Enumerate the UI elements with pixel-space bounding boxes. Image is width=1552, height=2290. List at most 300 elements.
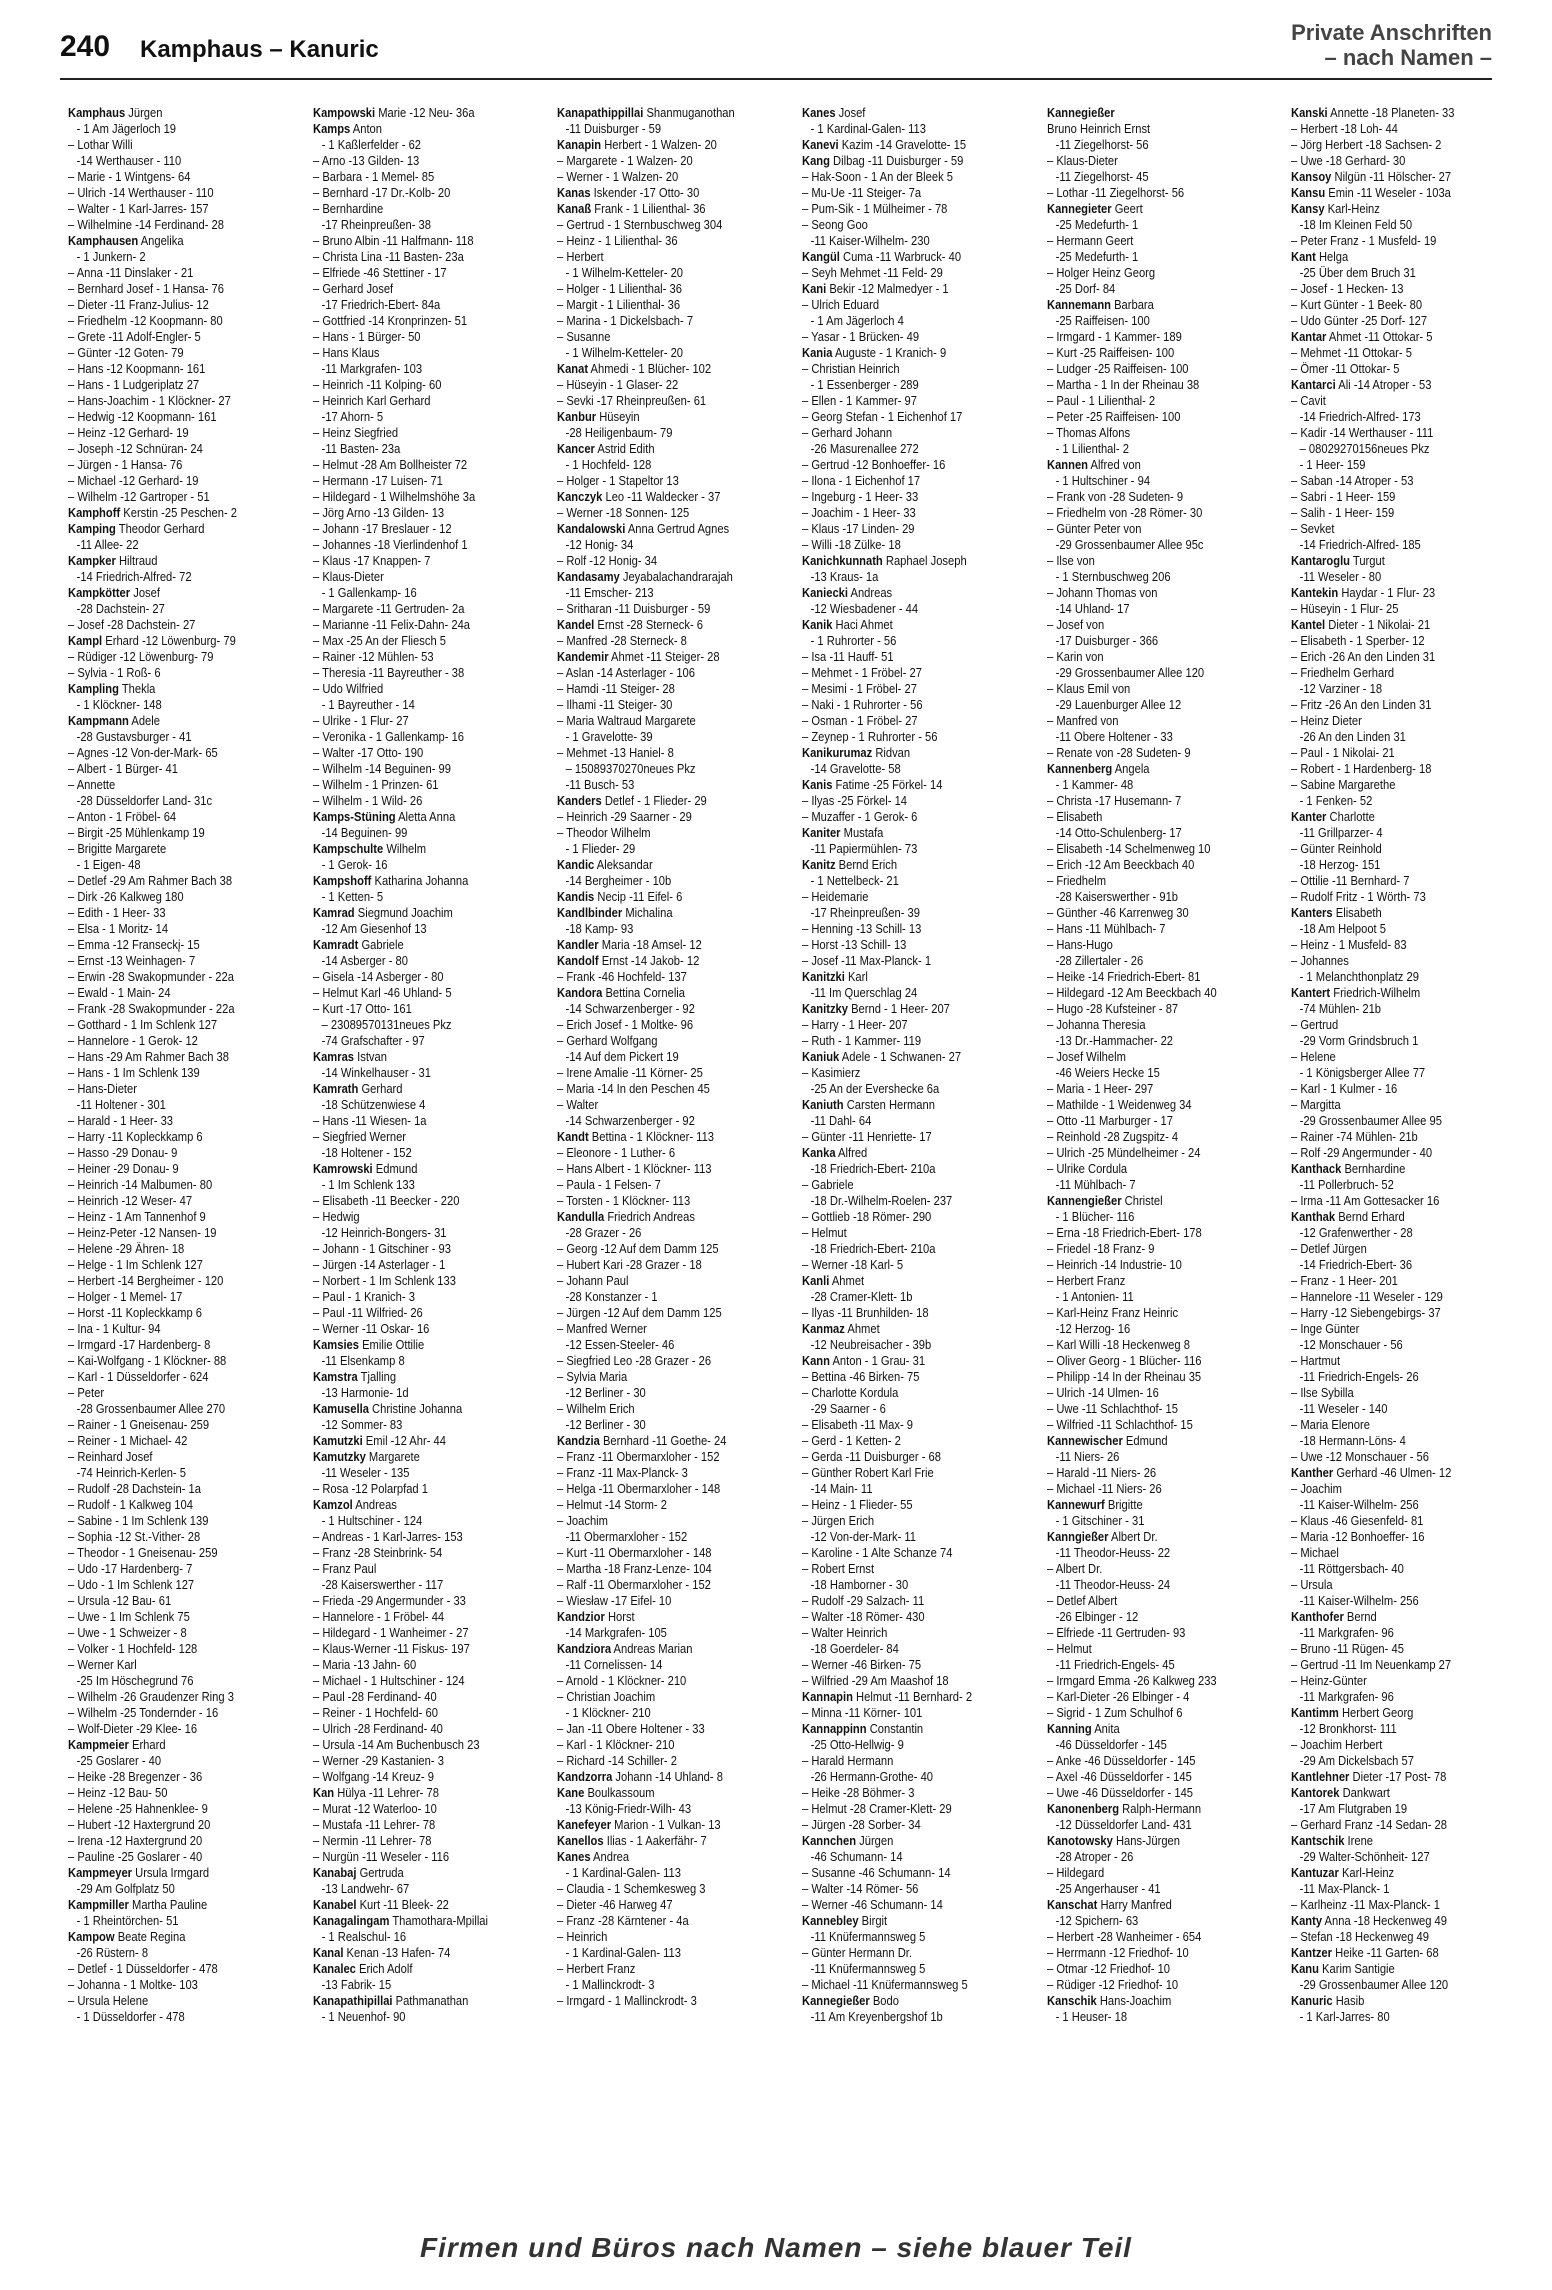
- listing-line: – Lothar -11 Ziegelhorst- 56: [1046, 185, 1184, 200]
- given-name: Iskender -17 Otto- 30: [590, 185, 700, 200]
- listing-line: -11 Kaiser-Wilhelm- 256: [1299, 1593, 1420, 1608]
- listing-line: -14 Main- 11: [810, 1481, 873, 1496]
- surname-entry: [557, 905, 755, 921]
- listing-line: – Udo -17 Hardenberg- 7: [68, 1561, 193, 1576]
- surname: Kanes: [802, 105, 836, 120]
- listing-line: – Bruno -11 Rügen- 45: [1291, 1641, 1405, 1656]
- surname-entry: [313, 105, 511, 121]
- listing-line: -18 Dr.-Wilhelm-Roelen- 237: [810, 1193, 953, 1208]
- surname: Kannappinn: [802, 1721, 867, 1736]
- listing-line: -14 Auf dem Pickert 19: [565, 1049, 680, 1064]
- listing-line: – Mehmet -13 Haniel- 8: [557, 745, 675, 760]
- listing-line: – Paul -28 Ferdinand- 40: [312, 1689, 437, 1704]
- surname-entry: [68, 233, 266, 249]
- listing-line: - 1 Junkern- 2: [76, 249, 146, 264]
- listing-columns: [68, 105, 1522, 2190]
- listing-line: -11 Niers- 26: [1055, 1449, 1120, 1464]
- given-name: Jeyabalachandrarajah: [620, 569, 734, 584]
- surname-entry: [557, 1769, 755, 1785]
- given-name: Elisabeth: [1332, 905, 1383, 920]
- listing-line: – Franz - 1 Heer- 201: [1291, 1273, 1399, 1288]
- listing-line: – Michael -11 Knüfermannsweg 5: [802, 1977, 968, 1992]
- surname-entry: [557, 857, 755, 873]
- name-range: Kamphaus – Kanuric: [140, 36, 379, 63]
- given-name: Shanmuganothan: [643, 105, 736, 120]
- surname: Kansoy: [1291, 169, 1332, 184]
- listing-line: - 1 Antonien- 11: [1055, 1289, 1134, 1304]
- surname-entry: [68, 1897, 266, 1913]
- listing-line: – Maria Elenore: [1291, 1417, 1371, 1432]
- listing-line: – Hüseyin - 1 Glaser- 22: [557, 377, 679, 392]
- listing-line: – Heinz -12 Gerhard- 19: [68, 425, 189, 440]
- surname-entry: [1047, 761, 1245, 777]
- surname-entry: [313, 841, 511, 857]
- listing-line: - 1 Gallenkamp- 16: [321, 585, 417, 600]
- listing-line: -28 Konstanzer - 1: [565, 1289, 658, 1304]
- surname-entry: [1047, 1433, 1245, 1449]
- listing-line: – Herbert Franz: [1046, 1273, 1125, 1288]
- listing-line: – Wilhelm -12 Gartroper - 51: [68, 489, 210, 504]
- surname-entry: [557, 953, 755, 969]
- listing-line: – Saban -14 Atroper - 53: [1291, 473, 1414, 488]
- listing-line: -26 Hermann-Grothe- 40: [810, 1769, 934, 1784]
- listing-line: – Susanne -46 Schumann- 14: [802, 1865, 951, 1880]
- surname-entry: [68, 1737, 266, 1753]
- listing-line: – Ludger -25 Raiffeisen- 100: [1046, 361, 1189, 376]
- surname: Kantorek: [1291, 1785, 1340, 1800]
- given-name: Helga: [1316, 249, 1349, 264]
- surname: Kanapathipillai: [312, 1993, 393, 2008]
- given-name: Anna -18 Heckenweg 49: [1322, 1913, 1448, 1928]
- surname-entry: [1291, 1609, 1489, 1625]
- listing-line: – Horst -13 Schill- 13: [802, 937, 907, 952]
- listing-line: – Elfriede -46 Stettiner - 17: [312, 265, 447, 280]
- surname: Kanders: [557, 793, 603, 808]
- surname-entry: [1291, 1993, 1489, 2009]
- listing-line: – Helene: [1291, 1049, 1337, 1064]
- listing-line: – Margit - 1 Lilienthal- 36: [557, 297, 681, 312]
- surname-entry: [313, 937, 511, 953]
- listing-line: – Hak-Soon - 1 An der Bleek 5: [802, 169, 954, 184]
- section-title-line2: – nach Namen –: [1324, 45, 1492, 70]
- given-name: Birgit: [858, 1913, 888, 1928]
- listing-line: – Josef von: [1046, 617, 1104, 632]
- surname: Kanefeyer: [557, 1817, 612, 1832]
- listing-line: -14 Bergheimer - 10b: [565, 873, 672, 888]
- listing-line: -11 Busch- 53: [565, 777, 635, 792]
- listing-line: – Mesimi - 1 Fröbel- 27: [802, 681, 917, 696]
- surname-entry: [1291, 1785, 1489, 1801]
- listing-line: – Sevki -17 Rheinpreußen- 61: [557, 393, 707, 408]
- surname-entry: [313, 873, 511, 889]
- surname: Kannenberg: [1046, 761, 1112, 776]
- listing-line: – Friedhelm -12 Koopmann- 80: [68, 313, 223, 328]
- listing-line: -11 Max-Planck- 1: [1299, 1881, 1390, 1896]
- listing-line: – Elisabeth - 1 Sperber- 12: [1291, 633, 1425, 648]
- given-name: Josef: [130, 585, 160, 600]
- listing-line: – Herrmann -12 Friedhof- 10: [1046, 1945, 1189, 1960]
- listing-line: – Brigitte Margarete: [68, 841, 167, 856]
- surname: Kannchen: [802, 1833, 857, 1848]
- listing-line: -25 Goslarer - 40: [76, 1753, 162, 1768]
- surname-entry: [313, 1993, 511, 2009]
- listing-line: -25 An der Evershecke 6a: [810, 1081, 940, 1096]
- surname-entry: [313, 1161, 511, 1177]
- surname: Kantuzar: [1291, 1865, 1340, 1880]
- surname: Kandzia: [557, 1433, 601, 1448]
- listing-line: - 1 Kardinal-Galen- 113: [810, 121, 926, 136]
- listing-line: – Stefan -18 Heckenweg 49: [1291, 1929, 1430, 1944]
- listing-line: – Walter Heinrich: [802, 1625, 888, 1640]
- listing-line: – Naki - 1 Ruhrorter - 56: [802, 697, 923, 712]
- listing-line: – Barbara - 1 Memel- 85: [312, 169, 434, 184]
- surname-entry: [1291, 201, 1489, 217]
- listing-line: – Gerhard Wolfgang: [557, 1033, 658, 1048]
- listing-line: – Hannelore - 1 Gerok- 12: [68, 1033, 198, 1048]
- surname: Kampmiller: [68, 1897, 129, 1912]
- listing-line: – Karin von: [1046, 649, 1104, 664]
- surname: Kandolf: [557, 953, 599, 968]
- given-name: Annette -18 Planeten- 33: [1327, 105, 1455, 120]
- listing-line: -46 Düsseldorfer - 145: [1055, 1737, 1167, 1752]
- surname-entry: [557, 985, 755, 1001]
- listing-line: -25 Im Höschegrund 76: [76, 1673, 194, 1688]
- listing-line: -12 Wiesbadener - 44: [810, 601, 919, 616]
- surname: Kanbur: [557, 409, 597, 424]
- listing-line: – Hans Klaus: [312, 345, 380, 360]
- listing-line: – Gerhard Josef: [312, 281, 393, 296]
- surname: Kania: [802, 345, 833, 360]
- listing-line: – Frank -28 Swakopmunder - 22a: [68, 1001, 235, 1016]
- listing-line: - 1 Kardinal-Galen- 113: [565, 1865, 682, 1880]
- listing-line: – Sabine - 1 Im Schlenk 139: [68, 1513, 209, 1528]
- listing-line: -28 Atroper - 26: [1055, 1849, 1133, 1864]
- surname: Kannemann: [1046, 297, 1111, 312]
- listing-line: – Karl - 1 Klöckner- 210: [557, 1737, 675, 1752]
- listing-line: – Harry -11 Kopleckkamp 6: [68, 1129, 203, 1144]
- listing-line: – Ilyas -25 Förkel- 14: [802, 793, 908, 808]
- listing-line: – Rosa -12 Polarpfad 1: [312, 1481, 428, 1496]
- given-name: Kerstin -25 Peschen- 2: [120, 505, 238, 520]
- listing-line: - 1 Gerok- 16: [321, 857, 388, 872]
- listing-line: -11 Cornelissen- 14: [565, 1657, 663, 1672]
- given-name: Ursula Irmgard: [132, 1865, 210, 1880]
- given-name: Katharina Johanna: [371, 873, 469, 888]
- listing-line: -11 Papiermühlen- 73: [810, 841, 918, 856]
- surname-entry: [313, 809, 511, 825]
- listing-line: – Hamdi -11 Steiger- 28: [557, 681, 676, 696]
- surname-entry: [1291, 105, 1489, 121]
- listing-line: – Werner -46 Birken- 75: [802, 1657, 922, 1672]
- surname: Kang: [802, 153, 830, 168]
- surname: Kaniter: [802, 825, 841, 840]
- surname-entry: [802, 1097, 1000, 1113]
- surname-entry: [1291, 169, 1489, 185]
- surname: Kamps-Stüning: [312, 809, 396, 824]
- listing-line: – Günter Reinhold: [1291, 841, 1383, 856]
- surname-entry: [557, 649, 755, 665]
- surname: Kandalowski: [557, 521, 626, 536]
- listing-line: – Hubert -12 Haxtergrund 20: [68, 1817, 211, 1832]
- surname: Kanabaj: [312, 1865, 357, 1880]
- surname: Kampmeyer: [68, 1865, 133, 1880]
- given-name: Bernhard -11 Goethe- 24: [600, 1433, 727, 1448]
- given-name: Gabriele: [358, 937, 404, 952]
- listing-line: – Kurt Günter - 1 Beek- 80: [1291, 297, 1423, 312]
- listing-line: – Hubert Kari -28 Grazer - 18: [557, 1257, 703, 1272]
- listing-line: – Hans - 1 Im Schlenk 139: [68, 1065, 200, 1080]
- listing-line: – Bernhard -17 Dr.-Kolb- 20: [312, 185, 451, 200]
- listing-line: – Joachim: [1291, 1481, 1343, 1496]
- listing-line: – Birgit -25 Mühlenkamp 19: [68, 825, 205, 840]
- listing-line: – Hans -29 Am Rahmer Bach 38: [68, 1049, 229, 1064]
- surname-entry: [802, 1721, 1000, 1737]
- listing-line: - 1 Rheintörchen- 51: [76, 1913, 179, 1928]
- listing-line: – Gottfried -14 Kronprinzen- 51: [312, 313, 467, 328]
- listing-line: – Karlheinz -11 Max-Planck- 1: [1291, 1897, 1441, 1912]
- listing-line: -74 Mühlen- 21b: [1299, 1001, 1382, 1016]
- listing-line: – Wolfgang -14 Kreuz- 9: [312, 1769, 434, 1784]
- surname-entry: [1047, 1833, 1245, 1849]
- surname: Kandziora: [557, 1641, 612, 1656]
- listing-line: – Wilhelm Erich: [557, 1401, 635, 1416]
- surname-entry: [802, 1913, 1000, 1929]
- surname: Kamras: [312, 1049, 354, 1064]
- listing-line: -12 Monschauer - 56: [1299, 1337, 1404, 1352]
- listing-line: – Karl-Dieter -26 Elbinger - 4: [1046, 1689, 1189, 1704]
- listing-line: - 1 Karl-Jarres- 80: [1299, 2009, 1391, 2024]
- listing-column: [557, 105, 788, 2190]
- given-name: Thamothara-Mpillai: [389, 1913, 488, 1928]
- footer-note: Firmen und Büros nach Namen – siehe blauer Teil: [420, 2232, 1132, 2263]
- surname-entry: [557, 1129, 755, 1145]
- listing-line: – Ulrich -25 Mündelheimer - 24: [1046, 1145, 1201, 1160]
- surname-entry: [1291, 553, 1489, 569]
- surname-entry: [313, 1961, 511, 1977]
- listing-line: – Andreas - 1 Karl-Jarres- 153: [312, 1529, 463, 1544]
- listing-line: – Mustafa -11 Lehrer- 78: [312, 1817, 435, 1832]
- listing-line: – Maria Waltraud Margarete: [557, 713, 697, 728]
- given-name: Beate Regina: [114, 1929, 186, 1944]
- listing-line: – Heiner -29 Donau- 9: [68, 1161, 179, 1176]
- given-name: Dieter -17 Post- 78: [1349, 1769, 1447, 1784]
- listing-line: – Holger - 1 Stapeltor 13: [557, 473, 680, 488]
- listing-line: -25 Über dem Bruch 31: [1299, 265, 1417, 280]
- surname-entry: [1291, 1865, 1489, 1881]
- surname-entry: [557, 1433, 755, 1449]
- surname: Kampshoff: [312, 873, 372, 888]
- given-name: Bettina - 1 Klöckner- 113: [589, 1129, 715, 1144]
- given-name: Auguste - 1 Kranich- 9: [832, 345, 947, 360]
- listing-line: – Helmut -28 Am Bollheister 72: [312, 457, 467, 472]
- listing-line: – Wilhelm -14 Beguinen- 99: [312, 761, 451, 776]
- given-name: Haydar - 1 Flur- 23: [1338, 585, 1436, 600]
- listing-line: – 15089370270neues Pkz: [565, 761, 696, 776]
- listing-line: – Hildegard - 1 Wanheimer - 27: [312, 1625, 469, 1640]
- given-name: Christine Johanna: [368, 1401, 462, 1416]
- given-name: Istvan: [353, 1049, 387, 1064]
- surname: Kansy: [1291, 201, 1325, 216]
- listing-line: -18 Am Helpoot 5: [1299, 921, 1387, 936]
- listing-line: – Detlef -29 Am Rahmer Bach 38: [68, 873, 233, 888]
- surname-entry: [557, 489, 755, 505]
- surname-entry: [802, 1001, 1000, 1017]
- surname-entry: [557, 1833, 755, 1849]
- surname-entry: [1291, 185, 1489, 201]
- section-title-line1: Private Anschriften: [1291, 20, 1492, 45]
- listing-line: – Friedel -18 Franz- 9: [1046, 1241, 1155, 1256]
- listing-line: – Udo Günter -25 Dorf- 127: [1291, 313, 1428, 328]
- listing-line: – Siegfried Leo -28 Grazer - 26: [557, 1353, 712, 1368]
- listing-line: – Hedwig: [312, 1209, 360, 1224]
- listing-line: -26 Rüstern- 8: [76, 1945, 149, 1960]
- listing-line: – Manfred Werner: [557, 1321, 648, 1336]
- surname-entry: [557, 1849, 755, 1865]
- listing-line: -14 Friedrich-Alfred- 185: [1299, 537, 1422, 552]
- listing-line: – Johann Thomas von: [1046, 585, 1158, 600]
- listing-line: – Elisabeth: [1046, 809, 1102, 824]
- listing-line: – Wilhelm - 1 Prinzen- 61: [312, 777, 439, 792]
- listing-line: – Heinz - 1 Am Tannenhof 9: [68, 1209, 206, 1224]
- listing-line: - 1 Düsseldorfer - 478: [76, 2009, 185, 2024]
- listing-line: - 1 Heuser- 18: [1055, 2009, 1127, 2024]
- listing-line: – Pauline -25 Goslarer - 40: [68, 1849, 203, 1864]
- surname: Kannegießer: [1046, 105, 1115, 120]
- listing-line: – Helene -25 Hahnenklee- 9: [68, 1801, 208, 1816]
- listing-line: - 1 Eigen- 48: [76, 857, 141, 872]
- listing-line: – Helge - 1 Im Schlenk 127: [68, 1257, 203, 1272]
- surname: Kamrad: [312, 905, 355, 920]
- listing-line: – Jürgen -12 Auf dem Damm 125: [557, 1305, 723, 1320]
- listing-line: – Sabine Margarethe: [1291, 777, 1396, 792]
- listing-line: – Joachim - 1 Heer- 33: [802, 505, 916, 520]
- listing-line: – Helga -11 Obermarxloher - 148: [557, 1481, 721, 1496]
- given-name: Andrea: [590, 1849, 630, 1864]
- listing-line: – Theresia -11 Bayreuther - 38: [312, 665, 464, 680]
- listing-line: -14 Schwarzenberger - 92: [565, 1001, 696, 1016]
- listing-line: – Dirk -26 Kalkweg 180: [68, 889, 184, 904]
- listing-line: – Max -25 An der Fliesch 5: [312, 633, 446, 648]
- listing-line: – Günter Hermann Dr.: [802, 1945, 912, 1960]
- surname: Kan: [312, 1785, 334, 1800]
- listing-line: -11 Im Querschlag 24: [810, 985, 918, 1000]
- given-name: Carsten Hermann: [843, 1097, 935, 1112]
- listing-line: – Harald Hermann: [802, 1753, 894, 1768]
- listing-line: – Heidemarie: [802, 889, 869, 904]
- surname: Kandel: [557, 617, 595, 632]
- surname: Kampker: [68, 553, 116, 568]
- surname-entry: [557, 105, 755, 121]
- listing-line: – Seong Goo: [802, 217, 868, 232]
- listing-line: – Arno -13 Gilden- 13: [312, 153, 419, 168]
- listing-line: -13 Landwehr- 67: [321, 1881, 409, 1896]
- surname-entry: [68, 1865, 266, 1881]
- listing-line: – Heinrich -29 Saarner - 29: [557, 809, 693, 824]
- given-name: Adele: [128, 713, 160, 728]
- listing-line: – Veronika - 1 Gallenkamp- 16: [312, 729, 464, 744]
- given-name: Fatime -25 Förkel- 14: [832, 777, 943, 792]
- listing-line: – Emma -12 Franseckį- 15: [68, 937, 200, 952]
- listing-line: -17 Duisburger - 366: [1055, 633, 1158, 648]
- listing-line: – Heinrich -14 Industrie- 10: [1046, 1257, 1182, 1272]
- surname-entry: [313, 905, 511, 921]
- surname-entry: [557, 201, 755, 217]
- listing-line: – Walter -17 Otto- 190: [312, 745, 423, 760]
- surname-entry: [1047, 1993, 1245, 2009]
- listing-line: – Renate von -28 Sudeten- 9: [1046, 745, 1191, 760]
- listing-line: – Fritz -26 An den Linden 31: [1291, 697, 1432, 712]
- given-name: Wilhelm: [382, 841, 426, 856]
- given-name: Ahmet: [844, 1321, 880, 1336]
- listing-line: – Jörg Arno -13 Gilden- 13: [312, 505, 444, 520]
- listing-line: – Ilona - 1 Eichenhof 17: [802, 473, 921, 488]
- surname: Kantschik: [1291, 1833, 1345, 1848]
- surname-entry: [1291, 1833, 1489, 1849]
- surname: Kann: [802, 1353, 830, 1368]
- listing-line: -46 Schumann- 14: [810, 1849, 903, 1864]
- listing-line: – Michael -11 Niers- 26: [1046, 1481, 1162, 1496]
- surname-entry: [557, 1609, 755, 1625]
- listing-line: – Uwe -18 Gerhard- 30: [1291, 153, 1406, 168]
- surname-entry: [802, 585, 1000, 601]
- listing-line: – Ernst -13 Weinhagen- 7: [68, 953, 196, 968]
- listing-line: -11 Knüfermannsweg 5: [810, 1929, 926, 1944]
- listing-line: – Yasar - 1 Brücken- 49: [802, 329, 920, 344]
- surname: Kanapin: [557, 137, 602, 152]
- listing-line: -18 Friedrich-Ebert- 210a: [810, 1241, 936, 1256]
- listing-line: – Paul - 1 Nikolai- 21: [1291, 745, 1396, 760]
- listing-line: – Friedhelm Gerhard: [1291, 665, 1395, 680]
- surname-entry: [1047, 105, 1245, 121]
- surname: Kanis: [802, 777, 833, 792]
- surname-entry: [802, 153, 1000, 169]
- listing-line: – Walter: [557, 1097, 599, 1112]
- surname: Kanalec: [312, 1961, 356, 1976]
- given-name: Michalina: [622, 905, 673, 920]
- listing-line: – Irma -11 Am Gottesacker 16: [1291, 1193, 1440, 1208]
- given-name: Bernhardine: [1341, 1161, 1406, 1176]
- surname-entry: [557, 889, 755, 905]
- surname: Kanal: [312, 1945, 344, 1960]
- listing-line: -12 Heinrich-Bongers- 31: [321, 1225, 447, 1240]
- listing-line: – Siegfried Werner: [312, 1129, 406, 1144]
- listing-line: – Johannes -18 Vierlindenhof 1: [312, 537, 468, 552]
- listing-line: – Dieter -11 Franz-Julius- 12: [68, 297, 209, 312]
- given-name: Theodor Gerhard: [115, 521, 205, 536]
- listing-line: – Heinz-Peter -12 Nansen- 19: [68, 1225, 217, 1240]
- surname-entry: [313, 121, 511, 137]
- listing-line: -29 Am Dickelsbach 57: [1299, 1753, 1415, 1768]
- surname: Kantekin: [1291, 585, 1339, 600]
- listing-line: – Sigrid - 1 Zum Schulhof 6: [1046, 1705, 1183, 1720]
- given-name: Irene: [1344, 1833, 1374, 1848]
- surname-entry: [1291, 1209, 1489, 1225]
- listing-line: – Kadir -14 Werthauser - 111: [1291, 425, 1434, 440]
- surname-entry: [557, 441, 755, 457]
- surname: Kantel: [1291, 617, 1326, 632]
- given-name: Martha Pauline: [128, 1897, 208, 1912]
- listing-line: – Margarete -11 Gertruden- 2a: [312, 601, 465, 616]
- surname-entry: [68, 553, 266, 569]
- listing-line: – Gabriele: [802, 1177, 854, 1192]
- given-name: Bernd - 1 Heer- 207: [847, 1001, 950, 1016]
- listing-line: -14 Gravelotte- 58: [810, 761, 901, 776]
- given-name: Ernst -28 Sterneck- 6: [594, 617, 704, 632]
- surname-entry: [1291, 377, 1489, 393]
- listing-line: – Werner Karl: [68, 1657, 137, 1672]
- listing-line: – Hans-Hugo: [1046, 937, 1113, 952]
- listing-line: – Maria -12 Bonhoeffer- 16: [1291, 1529, 1425, 1544]
